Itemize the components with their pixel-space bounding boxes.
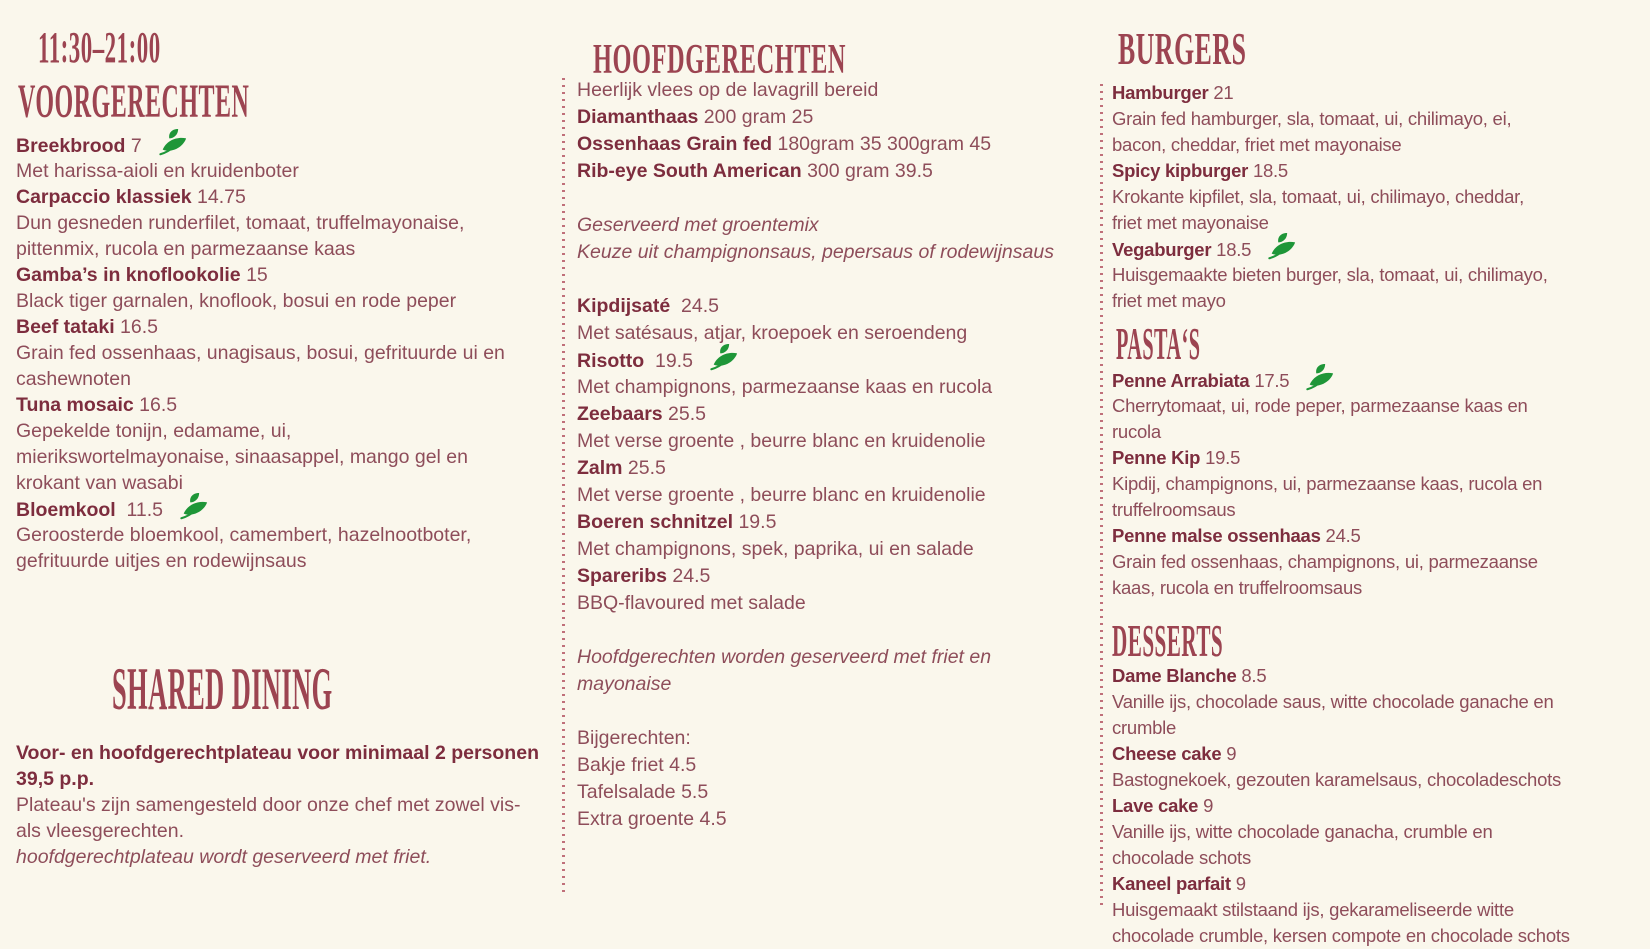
spacer (577, 185, 1054, 212)
item-name: Penne Arrabiata (1112, 369, 1250, 391)
menu-item (16, 184, 505, 210)
menu-item (577, 104, 1054, 131)
item-name: Spareribs (577, 565, 667, 587)
menu-item-description: gefrituurde uitjes en rodewijnsaus (16, 550, 307, 572)
menu-item-description: Bijgerechten: (577, 727, 691, 749)
menu-item-description: Met harissa-aioli en kruidenboter (16, 160, 299, 182)
item-price: 19.5 (1200, 447, 1241, 468)
menu-item: Voor- en hoofdgerechtplateau voor minimaal 2 personen (16, 742, 539, 764)
menu-item (1112, 445, 1542, 471)
item-name: Spicy kipburger (1112, 160, 1249, 181)
menu-item-description: Tafelsalade 5.5 (577, 781, 709, 803)
item-name: Hamburger (1112, 82, 1209, 103)
menu-item-description: rucola (1112, 421, 1161, 442)
menu-item-description: Plateau's zijn samengesteld door onze chef met zowel vis- (16, 794, 521, 816)
item-name: Beef tataki (16, 316, 115, 338)
menu-item-description: Huisgemaakte bieten burger, sla, tomaat, ui, chilimayo, (1112, 264, 1548, 285)
section-title-burgers: BURGERS (1118, 23, 1247, 74)
menu-item-description: Krokante kipfilet, sla, tomaat, ui, chilimayo, cheddar, (1112, 186, 1524, 207)
menu-item-description: chocolade crumble, kersen compote en chocolade schots (1112, 925, 1570, 946)
item-price: 8.5 (1236, 665, 1267, 686)
spacer (577, 617, 1054, 644)
menu-item (1112, 236, 1548, 262)
vegetarian-leaf-icon (158, 128, 188, 158)
item-price: 14.75 (191, 186, 246, 208)
menu-item (577, 455, 1054, 482)
item-name: Zalm (577, 457, 623, 479)
menu-item (1112, 663, 1570, 689)
menu-item (577, 401, 1054, 428)
item-name: Breekbrood (16, 135, 126, 158)
menu-note: hoofdgerechtplateau wordt geserveerd met friet. (16, 846, 432, 868)
column-divider-right (1100, 84, 1103, 908)
menu-item-description: Bastognekoek, gezouten karamelsaus, chocoladeschots (1112, 769, 1562, 790)
item-price: 24.5 (1320, 525, 1361, 546)
item-name: Ossenhaas Grain fed (577, 133, 773, 155)
item-price: 17.5 (1249, 369, 1290, 391)
item-name: Gamba’s in knoflookolie (16, 264, 241, 286)
section-items-shared-dining (16, 740, 539, 870)
item-price: 25.5 (622, 457, 666, 479)
menu-item-description: friet met mayonaise (1112, 212, 1269, 233)
item-name: Risotto (577, 350, 645, 373)
item-price: 19.5 (644, 350, 693, 373)
menu-item-description: Extra groente 4.5 (577, 808, 727, 830)
menu-note: Hoofdgerechten worden geserveerd met friet en (577, 646, 992, 668)
item-name: Penne Kip (1112, 447, 1201, 468)
item-name: Cheese cake (1112, 743, 1222, 764)
spacer (577, 266, 1054, 293)
item-name: Rib-eye South American (577, 160, 802, 182)
menu-item-description: Huisgemaakt stilstaand ijs, gekarameliseerde witte (1112, 899, 1514, 920)
menu-item-description: truffelroomsaus (1112, 499, 1236, 520)
item-price: 11.5 (115, 499, 164, 522)
menu-item (577, 563, 1054, 590)
menu-item-description: Met satésaus, atjar, kroepoek en seroendeng (577, 322, 968, 344)
item-price: 24.5 (670, 295, 719, 317)
vegetarian-leaf-icon (1267, 232, 1297, 262)
item-name: Carpaccio klassiek (16, 186, 192, 208)
vegetarian-leaf-icon (709, 343, 739, 373)
item-name: Zeebaars (577, 403, 663, 425)
menu-item (16, 132, 505, 158)
column-divider-left (562, 78, 565, 896)
menu-item-description: friet met mayo (1112, 290, 1226, 311)
menu-item-description: Grain fed hamburger, sla, tomaat, ui, chilimayo, ei, (1112, 108, 1512, 129)
section-title-voorgerechten: VOORGERECHTEN (18, 75, 250, 128)
menu-item (16, 314, 505, 340)
menu-item-description: Kipdij, champignons, ui, parmezaanse kaas, rucola en (1112, 473, 1543, 494)
item-name: Vegaburger (1112, 238, 1212, 260)
item-price: 16.5 (114, 316, 158, 338)
item-price: 18.5 (1248, 160, 1288, 181)
menu-item (577, 347, 1054, 374)
menu-item-description: pittenmix, rucola en parmezaanse kaas (16, 238, 356, 260)
menu-column-left (16, 0, 561, 949)
section-items-pastas (1112, 367, 1542, 601)
menu-item (1112, 80, 1548, 106)
item-name: Kaneel parfait (1112, 873, 1231, 894)
menu-item (577, 158, 1054, 185)
menu-item-description: als vleesgerechten. (16, 820, 185, 842)
item-name: Diamanthaas (577, 106, 699, 128)
menu-item-description: Met verse groente , beurre blanc en kruidenolie (577, 484, 986, 506)
item-name: Boeren schnitzel (577, 511, 734, 533)
item-price: 7 (125, 135, 142, 158)
item-price: 19.5 (733, 511, 777, 533)
menu-item-description: chocolade schots (1112, 847, 1251, 868)
section-title-desserts: DESSERTS (1112, 615, 1224, 666)
menu-item (577, 293, 1054, 320)
menu-item-description: Cherrytomaat, ui, rode peper, parmezaanse kaas en (1112, 395, 1528, 416)
item-price: 18.5 (1211, 238, 1252, 260)
vegetarian-leaf-icon (1305, 363, 1335, 393)
vegetarian-leaf-icon (179, 492, 209, 522)
menu-item (1112, 871, 1570, 897)
item-name: Kipdijsaté (577, 295, 671, 317)
menu-note: Geserveerd met groentemix (577, 214, 819, 236)
menu-note: mayonaise (577, 673, 672, 695)
menu-item-description: Grain fed ossenhaas, unagisaus, bosui, gefrituurde ui en (16, 342, 505, 364)
item-price: 25.5 (662, 403, 707, 425)
menu-item (1112, 741, 1570, 767)
item-price: 16.5 (133, 394, 178, 416)
section-title-shared-dining: SHARED DINING (112, 656, 333, 722)
menu-item: 39,5 p.p. (16, 768, 95, 790)
menu-item (577, 131, 1054, 158)
menu-column-middle (577, 0, 1097, 949)
section-items-voorgerechten (16, 132, 505, 574)
section-title-pastas: PASTA‘S (1116, 318, 1201, 369)
item-name: Bloemkool (16, 499, 116, 522)
menu-item-description: Geroosterde bloemkool, camembert, hazelnootboter, (16, 524, 472, 546)
menu-item-description: BBQ-flavoured met salade (577, 592, 806, 614)
item-price: 180gram 35 300gram 45 (772, 133, 992, 155)
item-price: 9 (1221, 743, 1237, 764)
menu-item-description: Black tiger garnalen, knoflook, bosui en rode peper (16, 290, 457, 312)
section-title-hoofdgerechten: HOOFDGERECHTEN (593, 37, 847, 83)
menu-item-description: Met verse groente , beurre blanc en kruidenolie (577, 430, 986, 452)
menu-item (1112, 367, 1542, 393)
menu-item-description: Bakje friet 4.5 (577, 754, 697, 776)
menu-item-description: kaas, rucola en truffelroomsaus (1112, 577, 1363, 598)
item-name: Lave cake (1112, 795, 1199, 816)
opening-hours: 11:30–21:00 (38, 23, 161, 72)
menu-item (16, 262, 505, 288)
item-name: Tuna mosaic (16, 394, 134, 416)
menu-item-description: Gepekelde tonijn, edamame, ui, (16, 420, 292, 442)
menu-item-description: Vanille ijs, witte chocolade ganacha, crumble en (1112, 821, 1493, 842)
menu-note: Keuze uit champignonsaus, pepersaus of rodewijnsaus (577, 241, 1054, 263)
item-price: 24.5 (666, 565, 711, 587)
item-price: 300 gram 39.5 (801, 160, 933, 182)
menu-item (1112, 793, 1570, 819)
item-name: Dame Blanche (1112, 665, 1237, 686)
menu-item-description: Met champignons, parmezaanse kaas en rucola (577, 376, 993, 398)
spacer (577, 698, 1054, 725)
section-items-burgers (1112, 80, 1548, 314)
menu-item-description: Dun gesneden runderfilet, tomaat, truffelmayonaise, (16, 212, 465, 234)
menu-item (1112, 523, 1542, 549)
item-price: 21 (1208, 82, 1234, 103)
menu-item (577, 509, 1054, 536)
item-name: Penne malse ossenhaas (1112, 525, 1321, 546)
item-price: 9 (1230, 873, 1246, 894)
menu-item (1112, 158, 1548, 184)
menu-item-description: crumble (1112, 717, 1177, 738)
menu-item (16, 496, 505, 522)
menu-column-right (1112, 0, 1647, 949)
item-price: 15 (240, 264, 268, 286)
section-items-desserts (1112, 663, 1570, 949)
menu-item-description: krokant van wasabi (16, 472, 183, 494)
menu-item-description: mierikswortelmayonaise, sinaasappel, mango gel en (16, 446, 468, 468)
item-price: 200 gram 25 (698, 106, 814, 128)
section-items-hoofdgerechten (577, 77, 1054, 833)
menu-item-description: Grain fed ossenhaas, champignons, ui, parmezaanse (1112, 551, 1538, 572)
menu-item-description: Met champignons, spek, paprika, ui en salade (577, 538, 974, 560)
menu-item-description: cashewnoten (16, 368, 131, 390)
menu-item-description: Vanille ijs, chocolade saus, witte chocolade ganache en (1112, 691, 1554, 712)
menu-item (16, 392, 505, 418)
menu-item-description: bacon, cheddar, friet met mayonaise (1112, 134, 1402, 155)
menu-item-description: Heerlijk vlees op de lavagrill bereid (577, 79, 879, 101)
item-price: 9 (1198, 795, 1214, 816)
